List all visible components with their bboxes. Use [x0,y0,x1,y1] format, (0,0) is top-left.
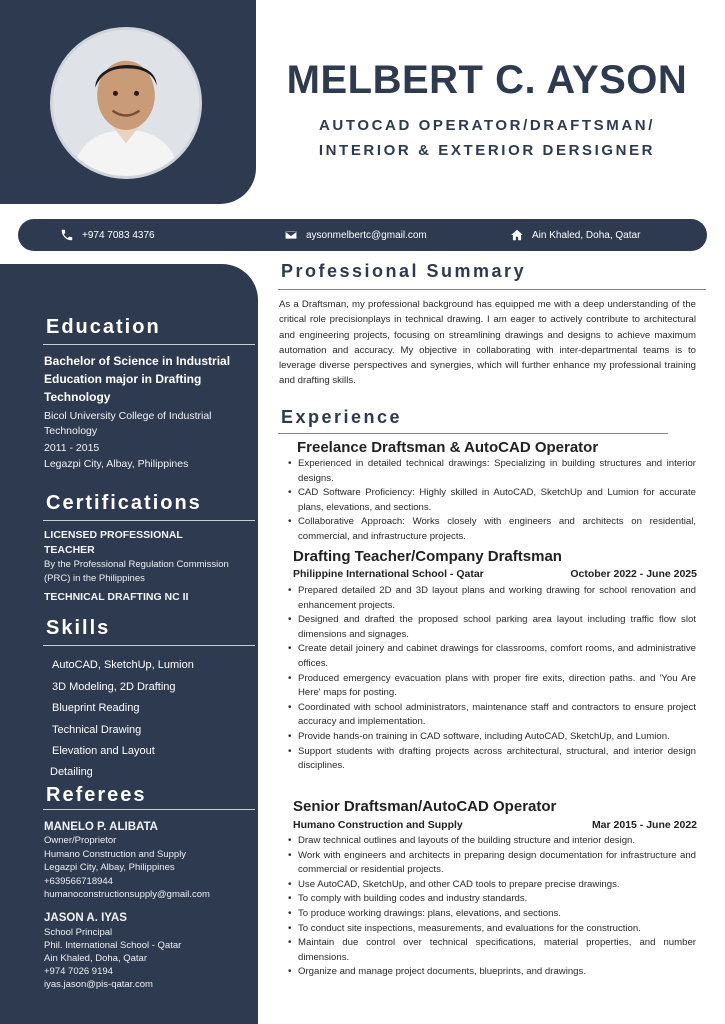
job-title: Freelance Draftsman & AutoCAD Operator [297,439,599,456]
job-bullet: • Provide hands-on training in CAD software, including AutoCAD, SketchUp, and Lumion. [288,730,696,745]
job-bullet: • Coordinated with school administrators, maintenance staff and contractors to ensure project accuracy and implementation. [288,701,696,730]
experience-heading: Experience [281,407,403,427]
job-title-line-1: AUTOCAD OPERATOR/DRAFTSMAN/ [318,117,656,134]
certifications-heading: Certifications [46,492,202,514]
job-bullets [288,457,696,545]
education-degree: Bachelor of Science in Industrial Education major in Drafting Technology [44,354,231,404]
contact-bar [18,219,707,251]
job-bullet: • Create detail joinery and cabinet drawings for classrooms, comfort rooms, and administrative offices. [288,642,696,671]
job-meta [293,819,699,831]
job-bullet: • Collaborative Approach: Works closely with engineers and architects on residential, commercial, and infrastructure projects. [288,515,696,544]
referee-phone: +639566718944 [44,875,113,887]
referee-company: Humano Construction and Supply [44,848,187,860]
referees-heading: Referees [46,784,147,806]
phone-icon [60,228,74,242]
job-bullet: • CAD Software Proficiency: Highly skilled in AutoCAD, SketchUp and Lumion for accurate plans, elevations, and sections. [288,486,696,515]
referee-position: School Principal [44,927,113,938]
header-panel [0,0,256,204]
job-bullet: • Experienced in detailed technical drawings: Specializing in building structures and interior designs. [288,457,696,486]
job-bullet: • Organize and manage project documents, blueprints, and drawings. [288,965,696,980]
job-company: Philippine International School - Qatar [293,568,484,580]
skill-item: Blueprint Reading [52,702,140,714]
envelope-icon [284,228,298,242]
contact-phone[interactable] [60,219,155,251]
job-bullets [288,584,696,774]
job-bullet: • To produce working drawings: plans, elevations, and sections. [288,907,696,922]
certification-title: LICENSED PROFESSIONAL TEACHER [44,529,183,556]
referee-email[interactable]: humanoconstructionsupply@gmail.com [44,889,210,900]
job-bullet: • Use AutoCAD, SketchUp, and other CAD tools to prepare precise drawings. [288,878,696,893]
skill-item: Technical Drawing [52,724,142,736]
skill-item: 3D Modeling, 2D Drafting [52,681,176,693]
education-divider [43,344,255,345]
job-bullet: • Designed and drafted the proposed school parking area layout including traffic flow slot dimensions and signages. [288,613,696,642]
job-bullet: • Work with engineers and architects in preparing design documentation for infrastructure and commercial or residential projects. [288,849,696,878]
certification-detail: By the Professional Regulation Commission (PRC) in the Philippines [44,559,229,584]
summary-heading: Professional Summary [281,261,527,281]
education-school: Bicol University College of Industrial Technology [44,410,212,437]
job-meta [293,568,699,580]
job-dates: Mar 2015 - June 2022 [591,819,697,831]
referees-divider [43,809,255,810]
skill-item: AutoCAD, SketchUp, Lumion [52,659,194,671]
address-text: Ain Khaled, Doha, Qatar [532,229,641,241]
profile-photo [50,27,202,179]
job-bullet: • To conduct site inspections, measurements, and evaluations for the construction. [288,922,696,937]
job-bullet: • Draw technical outlines and layouts of the building structure and interior design. [288,834,696,849]
job-title-line-2: INTERIOR & EXTERIOR DERSIGNER [318,142,656,159]
referee-company: Phil. International School - Qatar [44,940,182,951]
referee-location: Legazpi City, Albay, Philippines [44,862,175,873]
job-bullets [288,834,696,980]
sidebar [0,264,258,1024]
job-bullet: • Maintain due control over technical specifications, material properties, and number dimensions. [288,936,696,965]
home-icon [510,228,524,242]
phone-number: +974 7083 4376 [82,229,155,241]
job-title: Senior Draftsman/AutoCAD Operator [293,798,557,815]
job-company: Humano Construction and Supply [293,819,463,831]
education-location: Legazpi City, Albay, Philippines [44,458,189,470]
referee-phone: +974 7026 9194 [44,966,113,977]
job-dates: October 2022 - June 2025 [570,568,697,580]
contact-email[interactable] [284,219,427,251]
summary-divider [278,289,706,290]
referee-name: MANELO P. ALIBATA [44,821,158,833]
referee-name: JASON A. IYAS [44,912,127,924]
referee-position: Owner/Proprietor [44,835,117,846]
referee-details [44,926,256,991]
referee-details [44,834,256,902]
job-bullet: • Support students with drafting projects across architectural, structural, and interior design disciplines. [288,745,696,774]
job-title: Drafting Teacher/Company Draftsman [293,548,562,565]
person-portrait-icon [53,30,199,176]
skill-item: Elevation and Layout [52,745,155,757]
experience-divider [278,433,668,434]
certifications-divider [43,520,255,521]
job-bullet: • To comply with building codes and industry standards. [288,892,696,907]
education-heading: Education [46,316,161,338]
education-years: 2011 - 2015 [44,442,100,454]
summary-text: As a Draftsman, my professional background has equipped me with a deep understanding of the critical role precisionplays in technical drawing. I am eager to actively contribute to architectural and engineering projects, focusing on streamlining drawings and designs to achieve maximum automation and accuracy. My objective in collaborating with inter-departmental teams is to leverage diverse perspectives and synergies, which will further enhance my professional training and drafting skills. [279,299,696,387]
contact-address [510,219,640,251]
skills-heading: Skills [46,617,111,639]
candidate-name: MELBERT C. AYSON [286,58,688,102]
certification-title: TECHNICAL DRAFTING NC II [44,591,189,603]
skill-item: Detailing [50,766,93,778]
email-address: aysonmelbertc@gmail.com [306,229,427,241]
job-bullet: • Produced emergency evacuation plans with proper fire exits, direction paths. and 'You Are Here' maps for posting. [288,672,696,701]
job-bullet: • Prepared detailed 2D and 3D layout plans and working drawing for school renovation and enhancement projects. [288,584,696,613]
skills-divider [43,645,255,646]
referee-location: Ain Khaled, Doha, Qatar [44,953,147,964]
referee-email[interactable]: iyas.jason@pis-qatar.com [44,979,153,990]
